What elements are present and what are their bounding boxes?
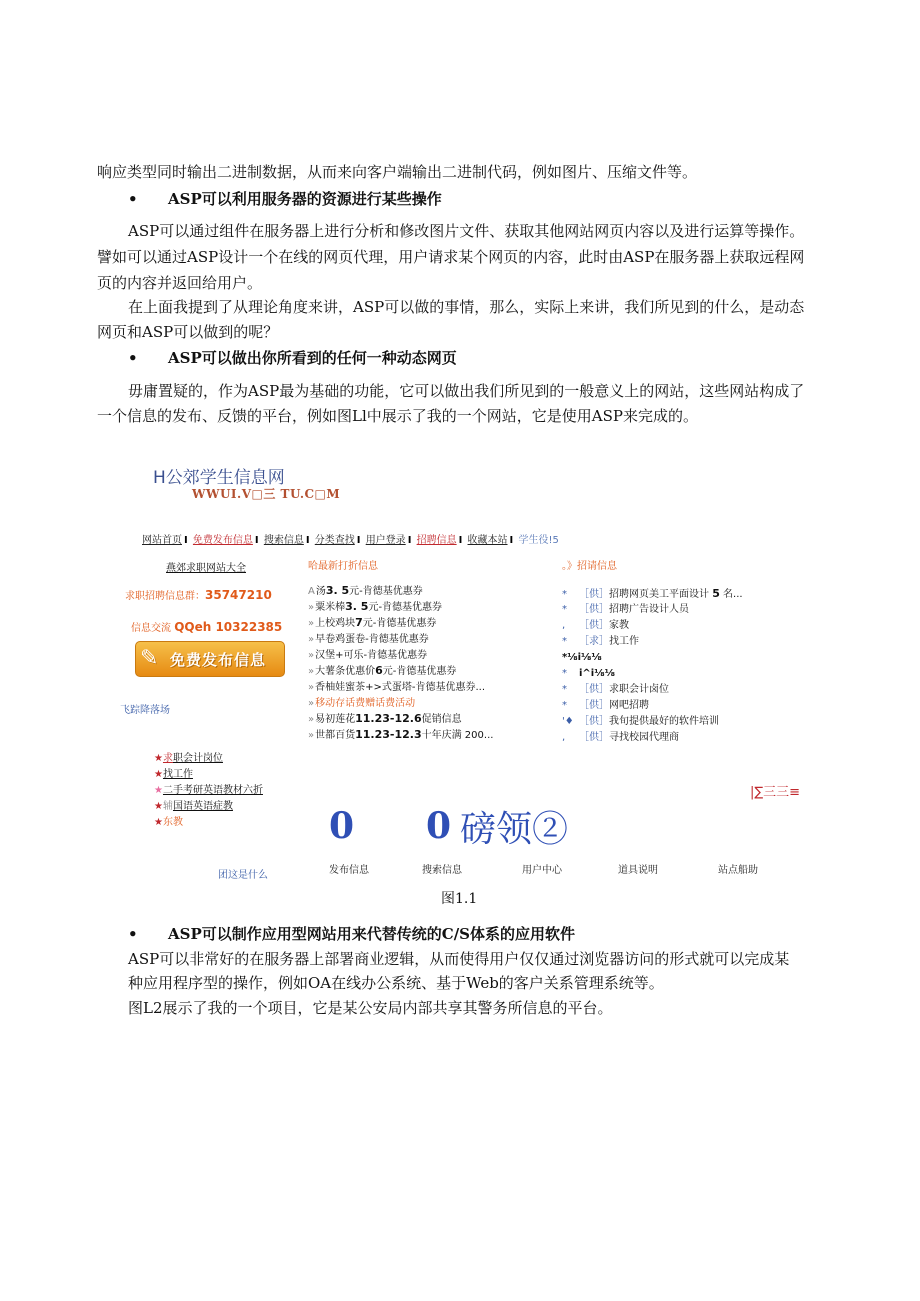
list-item[interactable]: * ［供］招聘网页美工平面设计 5 名... [562,587,743,600]
paragraph-line: 种应用程序型的操作，例如OA在线办公系统、基于Web的客户关系管理系统等。 [128,974,664,992]
nav-search[interactable]: 搜索信息 [263,535,304,546]
nav-student[interactable]: 学生役!5 [518,535,559,546]
bullet-item [128,922,575,946]
list-item[interactable]: »易初莲花11.23-12.6促销信息 [308,712,462,725]
list-item[interactable]: , ［供］家教 [562,620,629,631]
list-item[interactable]: A汤3. 5元-肯德基优惠券 [308,584,423,597]
jobs-more-link[interactable]: |∑三三≡ [750,785,801,800]
paragraph-line: 毋庸置疑的，作为ASP最为基础的功能，它可以做出我们所见到的一般意义上的网站，这些网站构成了 [128,382,805,400]
bullet-text: ASP可以制作应用型网站用来代替传统的 [168,925,442,943]
bullet-text-cs: C/S [441,925,471,943]
info-number: QQeh 10322385 [174,620,283,634]
figure-website-screenshot [110,455,810,895]
discount-list [308,583,493,743]
props-button[interactable]: 道具说明 [618,865,658,876]
site-url: WWUI.V□三 TU.C□M [192,487,341,501]
list-item[interactable]: * ［求］找工作 [562,636,639,647]
qq-group [125,587,272,605]
nav-bookmark[interactable]: 收藏本站 [467,535,508,546]
paragraph-line: 页的内容并返回给用户。 [97,274,263,292]
paragraph-line: 一个信息的发布、反馈的平台，例如图Ll中展示了我的一个网站，它是使用ASP来完成的。 [97,407,698,425]
jobs-header[interactable]: 。》招请信息 [562,561,617,572]
nav-separator: I [458,535,463,546]
list-item[interactable]: * ［供］求职会计卤位 [562,684,669,695]
left-header[interactable]: 燕郊求职网站大全 [166,563,246,574]
bullet-dot: • [128,349,138,367]
list-item[interactable]: »香柚娃蜜茶+>式蛋塔-肯德基优惠券... [308,682,486,693]
list-item[interactable]: *⅛i⅛⅛ [562,652,602,663]
nav-separator: I [254,535,259,546]
list-item[interactable]: »世都百货11.23-12.3十年庆满 200... [308,728,494,741]
bullet-dot: • [128,925,138,943]
list-item[interactable]: ★辅国语英语症教 [154,801,233,812]
qq-group-label: 求职招聘信息群： [125,591,205,602]
paragraph-line: 在上面我提到了从理论角度来讲，ASP可以做的事情，那么，实际上来讲，我们所见到的什么，是动态 [128,298,805,316]
big-icon-zero: 0 [426,805,452,847]
nav-separator: I [184,535,188,546]
nav-separator: I [305,535,310,546]
nav-separator: I [509,535,514,546]
paragraph-line: 图L2展示了我的一个项目，它是某公安局内部共享其警务所信息的平台。 [128,999,613,1017]
list-item[interactable]: »早卷鸡蛋卷-肯德基优惠券 [308,634,429,645]
paragraph-line: 譬如可以通过ASP设计一个在线的网页代理，用户请求某个网页的内容，此时由ASP在服务器上获取远程网 [97,248,805,266]
list-item[interactable]: ★二手考研英语教材六折 [154,785,263,796]
nav-separator: I [407,535,412,546]
free-post-button[interactable] [135,641,285,677]
user-center-button[interactable]: 用户中心 [522,865,562,876]
site-help-button[interactable]: 站点船助 [718,865,758,876]
list-item[interactable]: * ［供］招聘广告设计人员 [562,604,689,615]
big-icon-text: 磅领② [460,809,569,850]
paragraph-line: ASP可以非常好的在服务器上部署商业逻辑，从而使得用户仅仅通过浏览器访问的形式就可以完成某 [128,950,790,968]
list-item[interactable]: ★找工作 [154,769,193,780]
paragraph-line: ASP可以通过组件在服务器上进行分析和修改图片文件、获取其他网站网页内容以及进行运算等操作。 [128,222,805,240]
paragraph-line: 响应类型同时输出二进制数据，从而来向客户端输出二进制代码，例如图片、压缩文件等。 [97,163,698,181]
discount-header[interactable]: 哈最新打折信息 [308,561,378,572]
list-item[interactable]: , ［供］寻找校园代理商 [562,732,679,743]
figure-caption: 图1.1 [441,891,478,907]
nav-separator: I [356,535,361,546]
list-item[interactable]: * i^i⅛⅛ [562,668,615,679]
list-item[interactable]: ★东教 [154,817,183,828]
nav-category[interactable]: 分类查找 [314,535,355,546]
publish-button[interactable]: 发布信息 [329,865,369,876]
pencil-icon: ✎ [140,646,159,671]
list-item[interactable]: * ［供］网吧招聘 [562,700,649,711]
big-icon-zero: 0 [329,805,355,847]
nav-jobs[interactable]: 招聘信息 [416,535,457,546]
list-item[interactable]: »大薯条优惠价6元-肯德基优惠券 [308,664,457,677]
bullet-dot: • [128,190,138,208]
qq-group-number: 35747210 [205,588,272,602]
nav-home[interactable]: 网站首页 [142,535,182,546]
paragraph-line: 网页和ASP可以做到的呢？ [97,323,279,341]
left-star-list [154,751,263,831]
bullet-text: ASP可以利用服务器的资源进行某些操作 [168,190,442,208]
list-item[interactable]: '♦ ［供］我旬提供最好的软件培训 [562,716,719,727]
what-is-this-link[interactable]: 团这是什么 [218,870,268,881]
jobs-list [562,585,743,745]
drift-label[interactable]: 飞踪降落场 [120,705,170,716]
site-nav [142,531,559,546]
list-item[interactable]: »粟米棒3. 5元-肯德基优惠券 [308,600,443,613]
info-label: 信息交流 [131,623,171,634]
list-item[interactable]: ★求职会计岗位 [154,753,223,764]
bullet-text: ASP可以做出你所看到的任何一种动态网页 [168,349,457,367]
site-title: H公郊学生信息网 [153,468,285,488]
nav-post-free[interactable]: 免费发布信息 [192,535,253,546]
nav-login[interactable]: 用户登录 [365,535,406,546]
bullet-item [128,346,457,370]
bullet-text-end: 体系的应用软件 [470,925,576,943]
bullet-item [128,187,442,211]
search-button[interactable]: 搜索信息 [422,865,462,876]
list-item[interactable]: »上校鸡块7元-肯德基优惠券 [308,616,437,629]
list-item[interactable]: »汉堡+可乐-肯德基优惠券 [308,650,428,661]
list-item[interactable]: »移动存话费赠话费活动 [308,698,416,709]
free-post-label: 免费发布信息 [170,651,267,669]
info-exchange [131,619,282,637]
